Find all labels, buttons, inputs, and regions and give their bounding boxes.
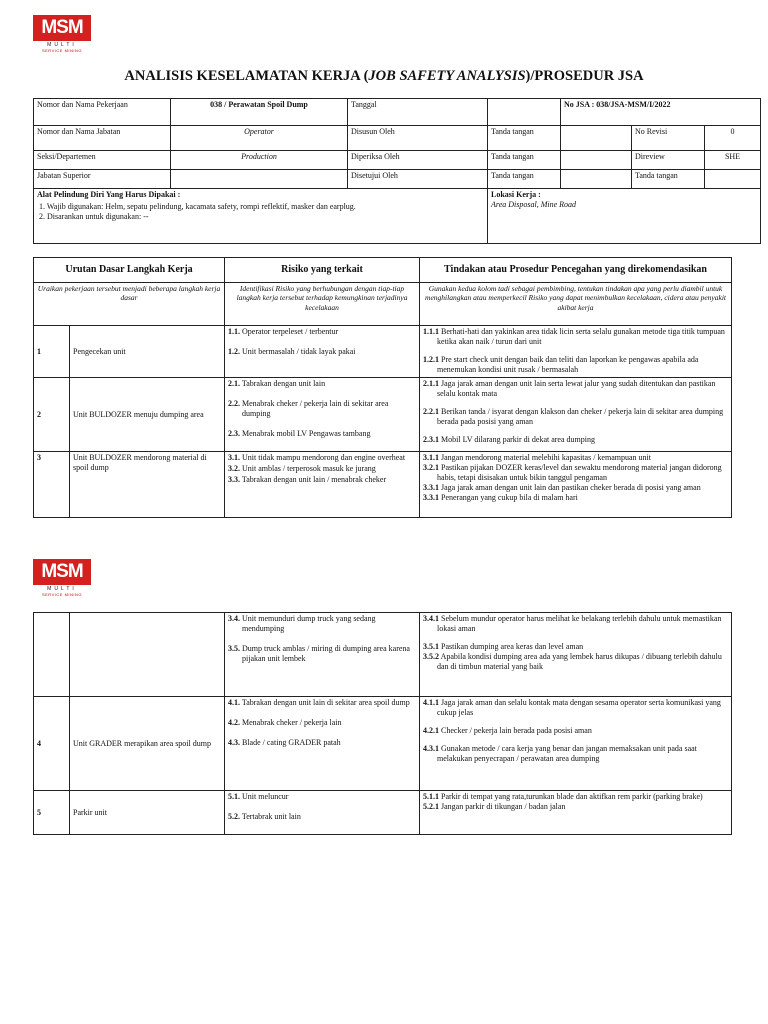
risk-number: 3.4.	[228, 614, 240, 623]
step-description	[70, 613, 225, 697]
action-cell	[420, 378, 732, 452]
page-title: ANALISIS KESELAMATAN KERJA (JOB SAFETY ANALYSIS)/PROSEDUR JSA	[124, 68, 644, 84]
action-text: Sebelum mundur operator harus melihat ke belakang terlebih dahulu untuk memastikan lokasi aman	[437, 614, 722, 633]
label-direview: Direview	[632, 151, 705, 170]
apd-title: Alat Pelindung Diri Yang Harus Dipakai :	[37, 190, 181, 199]
action-text: Jaga jarak aman dengan unit lain dan pastikan cheker berada di posisi yang aman	[441, 483, 701, 492]
action-text: Jaga jarak aman dan selalu kontak mata dengan sesama operator serta komunikasi yang cukup jelas	[437, 698, 721, 717]
col-desc-risiko: Identifikasi Risiko yang berhubungan dengan tiap-tiap langkah kerja tersebut terhadap kemungkinan terjadinya kecelakaan	[225, 283, 420, 326]
label-jabatan: Nomor dan Nama Jabatan	[34, 126, 171, 151]
step-description: Parkir unit	[70, 791, 225, 835]
logo-sub2: SERVICE MINING	[41, 592, 83, 597]
direview-value: SHE	[705, 151, 761, 170]
logo-mark: MSM	[33, 559, 91, 585]
action-text: Penerangan yang cukup bila di malam hari	[441, 493, 578, 502]
label-disusun: Disusun Oleh	[348, 126, 488, 151]
risk-number: 2.1.	[228, 379, 241, 388]
action-number: 1.2.1	[423, 355, 440, 364]
action-item	[423, 614, 728, 634]
risk-number: 3.1.	[228, 453, 241, 462]
risk-item	[228, 792, 416, 802]
action-number: 3.5.2	[423, 652, 439, 661]
action-text: Jangan parkir di tikungan / badan jalan	[441, 802, 566, 811]
action-number: 3.3.1	[423, 493, 440, 502]
action-item	[423, 726, 728, 736]
step-description: Unit BULDOZER menuju dumping area	[70, 378, 225, 452]
risk-item	[228, 644, 416, 664]
lokasi-title: Lokasi Kerja :	[491, 190, 541, 199]
label-diperiksa: Diperiksa Oleh	[348, 151, 488, 170]
action-text: Pre start check unit dengan baik dan teliti dan laporkan ke pengawas apabila ada menemukan kondisi unit rusak / bermasalah	[437, 355, 699, 374]
action-number: 3.3.1	[423, 483, 440, 492]
step-description: Pengecekan unit	[70, 326, 225, 378]
risk-item	[228, 738, 416, 748]
risk-item	[228, 614, 416, 634]
company-logo-2	[33, 559, 91, 597]
step-row	[34, 378, 732, 452]
rows-1	[34, 326, 732, 518]
action-text: Jangan mendorong material melebihi kapasitas / kemampuan unit	[441, 453, 651, 462]
jsa-table-1	[33, 257, 732, 518]
ttd-1-value	[561, 126, 632, 151]
action-number: 3.4.1	[423, 614, 439, 623]
risk-number: 3.5.	[228, 644, 240, 653]
risk-item	[228, 429, 416, 439]
logo-sub: MULTI	[47, 586, 77, 592]
step-number: 2	[34, 378, 70, 452]
risk-item	[228, 475, 416, 485]
action-number: 3.1.1	[423, 453, 440, 462]
action-text: Mobil LV dilarang parkir di dekat area dumping	[441, 435, 595, 444]
label-ttd-2: Tanda tangan	[488, 151, 561, 170]
risk-text: Unit tidak mampu mendorong dan engine overheat	[242, 453, 406, 462]
risk-number: 5.2.	[228, 812, 240, 821]
apd-section	[34, 189, 488, 244]
risk-text: Unit bermasalah / tidak layak pakai	[242, 347, 356, 356]
jsa-table-2	[33, 612, 732, 835]
risk-item	[228, 347, 416, 357]
label-seksi: Seksi/Departemen	[34, 151, 171, 170]
step-number: 5	[34, 791, 70, 835]
label-jabatan-superior: Jabatan Superior	[34, 170, 171, 189]
risk-number: 3.3.	[228, 475, 241, 484]
label-nama-pekerjaan: Nomor dan Nama Pekerjaan	[34, 99, 171, 126]
risk-cell	[225, 378, 420, 452]
lokasi-value: Area Disposal, Mine Road	[491, 200, 577, 209]
company-logo	[33, 15, 91, 53]
risk-item	[228, 453, 416, 463]
logo-sub2: SERVICE MINING	[41, 48, 83, 53]
risk-cell	[225, 791, 420, 835]
action-item	[423, 744, 728, 764]
risk-text: Operator terpeleset / terbentur	[242, 327, 339, 336]
risk-item	[228, 399, 416, 419]
action-cell	[420, 326, 732, 378]
action-text: Pastikan dumping area keras dan level aman	[441, 642, 584, 651]
action-item	[423, 483, 728, 493]
action-number: 1.1.1	[423, 327, 440, 336]
value-jabatan: Operator	[171, 126, 348, 151]
action-item	[423, 407, 728, 427]
risk-number: 2.3.	[228, 429, 241, 438]
action-text: Berikan tanda / isyarat dengan klakson dan cheker / pekerja lain di sekitar area dumping berada pada posisi yang aman	[437, 407, 724, 426]
step-number: 4	[34, 697, 70, 791]
label-disetujui: Disetujui Oleh	[348, 170, 488, 189]
label-tanggal: Tanggal	[348, 99, 488, 126]
no-revisi-value: 0	[705, 126, 761, 151]
action-text: Apabila kondisi dumping area ada yang lembek harus dikupas / dibuang terlebih dahulu dan di timbun material yang baik	[437, 652, 722, 671]
risk-cell	[225, 613, 420, 697]
risk-number: 4.1.	[228, 698, 240, 707]
action-item	[423, 463, 728, 483]
action-number: 5.1.1	[423, 792, 439, 801]
risk-text: Menabrak cheker / pekerja lain	[242, 718, 342, 727]
action-item	[423, 379, 728, 399]
risk-number: 3.2.	[228, 464, 241, 473]
action-cell	[420, 697, 732, 791]
label-ttd-4: Tanda tangan	[632, 170, 705, 189]
action-item	[423, 802, 728, 812]
risk-text: Menabrak cheker / pekerja lain di sekitar area dumping	[242, 399, 389, 418]
value-seksi: Production	[171, 151, 348, 170]
risk-text: Unit amblas / terperosok masuk ke jurang	[242, 464, 376, 473]
action-number: 4.3.1	[423, 744, 439, 753]
step-description: Unit BULDOZER mendorong material di spoil dump	[70, 452, 225, 518]
risk-text: Tertabrak unit lain	[241, 812, 301, 821]
action-text: Gunakan metode / cara kerja yang benar dan jangan memaksakan unit pada saat melakukan penyecrapan / perawatan area dumping	[437, 744, 697, 763]
label-no-revisi: No Revisi	[632, 126, 705, 151]
action-item	[423, 327, 728, 347]
logo-sub: MULTI	[47, 42, 77, 48]
action-number: 3.2.1	[423, 463, 440, 472]
risk-cell	[225, 452, 420, 518]
logo-mark: MSM	[33, 15, 91, 41]
action-item	[423, 493, 728, 503]
step-row	[34, 452, 732, 518]
action-cell	[420, 452, 732, 518]
risk-cell	[225, 326, 420, 378]
step-row	[34, 697, 732, 791]
risk-text: Tabrakan dengan unit lain di sekitar area spoil dump	[241, 698, 410, 707]
label-ttd-1: Tanda tangan	[488, 126, 561, 151]
action-number: 3.5.1	[423, 642, 439, 651]
action-cell	[420, 613, 732, 697]
action-text: Parkir di tempat yang rata,turunkan blade dan aktifkan rem parkir (parking brake)	[441, 792, 703, 801]
risk-number: 1.2.	[228, 347, 241, 356]
step-row	[34, 791, 732, 835]
action-item	[423, 652, 728, 672]
risk-number: 5.1.	[228, 792, 240, 801]
tanggal-value	[488, 99, 561, 126]
action-number: 2.3.1	[423, 435, 440, 444]
action-item	[423, 698, 728, 718]
risk-item	[228, 718, 416, 728]
jabatan-superior-value	[171, 170, 348, 189]
step-number: 1	[34, 326, 70, 378]
step-number	[34, 613, 70, 697]
risk-cell	[225, 697, 420, 791]
action-item	[423, 435, 728, 445]
risk-text: Blade / cating GRADER patah	[242, 738, 341, 747]
action-text: Jaga jarak aman dengan unit lain serta lewat jalur yang sudah ditentukan dan pastikan selalu kontak mata	[437, 379, 716, 398]
col-desc-langkah: Uraikan pekerjaan tersebut menjadi beberapa langkah kerja dasar	[34, 283, 225, 326]
action-item	[423, 453, 728, 463]
step-description: Unit GRADER merapikan area spoil dump	[70, 697, 225, 791]
rows-2	[34, 613, 732, 835]
col-header-risiko: Risiko yang terkait	[225, 258, 420, 283]
value-nama-pekerjaan: 038 / Perawatan Spoil Dump	[171, 99, 348, 126]
action-item	[423, 355, 728, 375]
risk-text: Unit memunduri dump truck yang sedang mendumping	[242, 614, 376, 633]
lokasi-section	[488, 189, 761, 244]
risk-text: Unit meluncur	[242, 792, 289, 801]
no-jsa: No JSA : 038/JSA-MSM/I/2022	[561, 99, 761, 126]
label-ttd-3: Tanda tangan	[488, 170, 561, 189]
action-number: 2.2.1	[423, 407, 440, 416]
risk-number: 4.2.	[228, 718, 240, 727]
risk-text: Tabrakan dengan unit lain	[241, 379, 326, 388]
col-desc-tindakan: Gunakan kedua kolom tadi sebagai pembimbing, tentukan tindakan apa yang perlu diambil untuk menghilangkan atau memperkecil Risiko yang dapat menimbulkan kecelakaan, cidera atau penyakit akibat kerja	[420, 283, 732, 326]
action-item	[423, 792, 728, 802]
risk-item	[228, 698, 416, 708]
header-table	[33, 98, 761, 244]
ttd-2-value	[561, 151, 632, 170]
step-row	[34, 326, 732, 378]
risk-text: Dump truck amblas / miring di dumping area karena pijakan unit lembek	[242, 644, 410, 663]
risk-number: 4.3.	[228, 738, 240, 747]
risk-number: 2.2.	[228, 399, 241, 408]
action-number: 2.1.1	[423, 379, 440, 388]
risk-text: Tabrakan dengan unit lain / menabrak cheker	[241, 475, 387, 484]
action-text: Checker / pekerja lain berada pada posisi aman	[441, 726, 592, 735]
apd-item: 1. Wajib digunakan: Helm, sepatu pelindung, kacamata safety, rompi reflektif, masker dan earplug.	[39, 202, 356, 211]
col-header-tindakan: Tindakan atau Prosedur Pencegahan yang direkomendasikan	[420, 258, 732, 283]
action-item	[423, 642, 728, 652]
action-number: 4.2.1	[423, 726, 439, 735]
risk-item	[228, 379, 416, 389]
risk-number: 1.1.	[228, 327, 241, 336]
apd-item: 2. Disarankan untuk digunakan: --	[39, 212, 149, 221]
action-number: 4.1.1	[423, 698, 439, 707]
risk-text: Menabrak mobil LV Pengawas tambang	[242, 429, 371, 438]
risk-item	[228, 327, 416, 337]
action-number: 5.2.1	[423, 802, 439, 811]
action-text: Berhati-hati dan yakinkan area tidak licin serta selalu gunakan metode tiga titik tumpuan ketika akan naik / turun dari unit	[437, 327, 725, 346]
col-header-langkah: Urutan Dasar Langkah Kerja	[34, 258, 225, 283]
step-number: 3	[34, 452, 70, 518]
ttd-3-value	[561, 170, 632, 189]
risk-item	[228, 464, 416, 474]
ttd-4-value	[705, 170, 761, 189]
step-row	[34, 613, 732, 697]
action-cell	[420, 791, 732, 835]
action-text: Pastikan pijakan DOZER keras/level dan sewaktu mendorong material jangan didorong habis, tetapi disisakan untuk bikin tanggul pengaman	[437, 463, 722, 482]
risk-item	[228, 812, 416, 822]
